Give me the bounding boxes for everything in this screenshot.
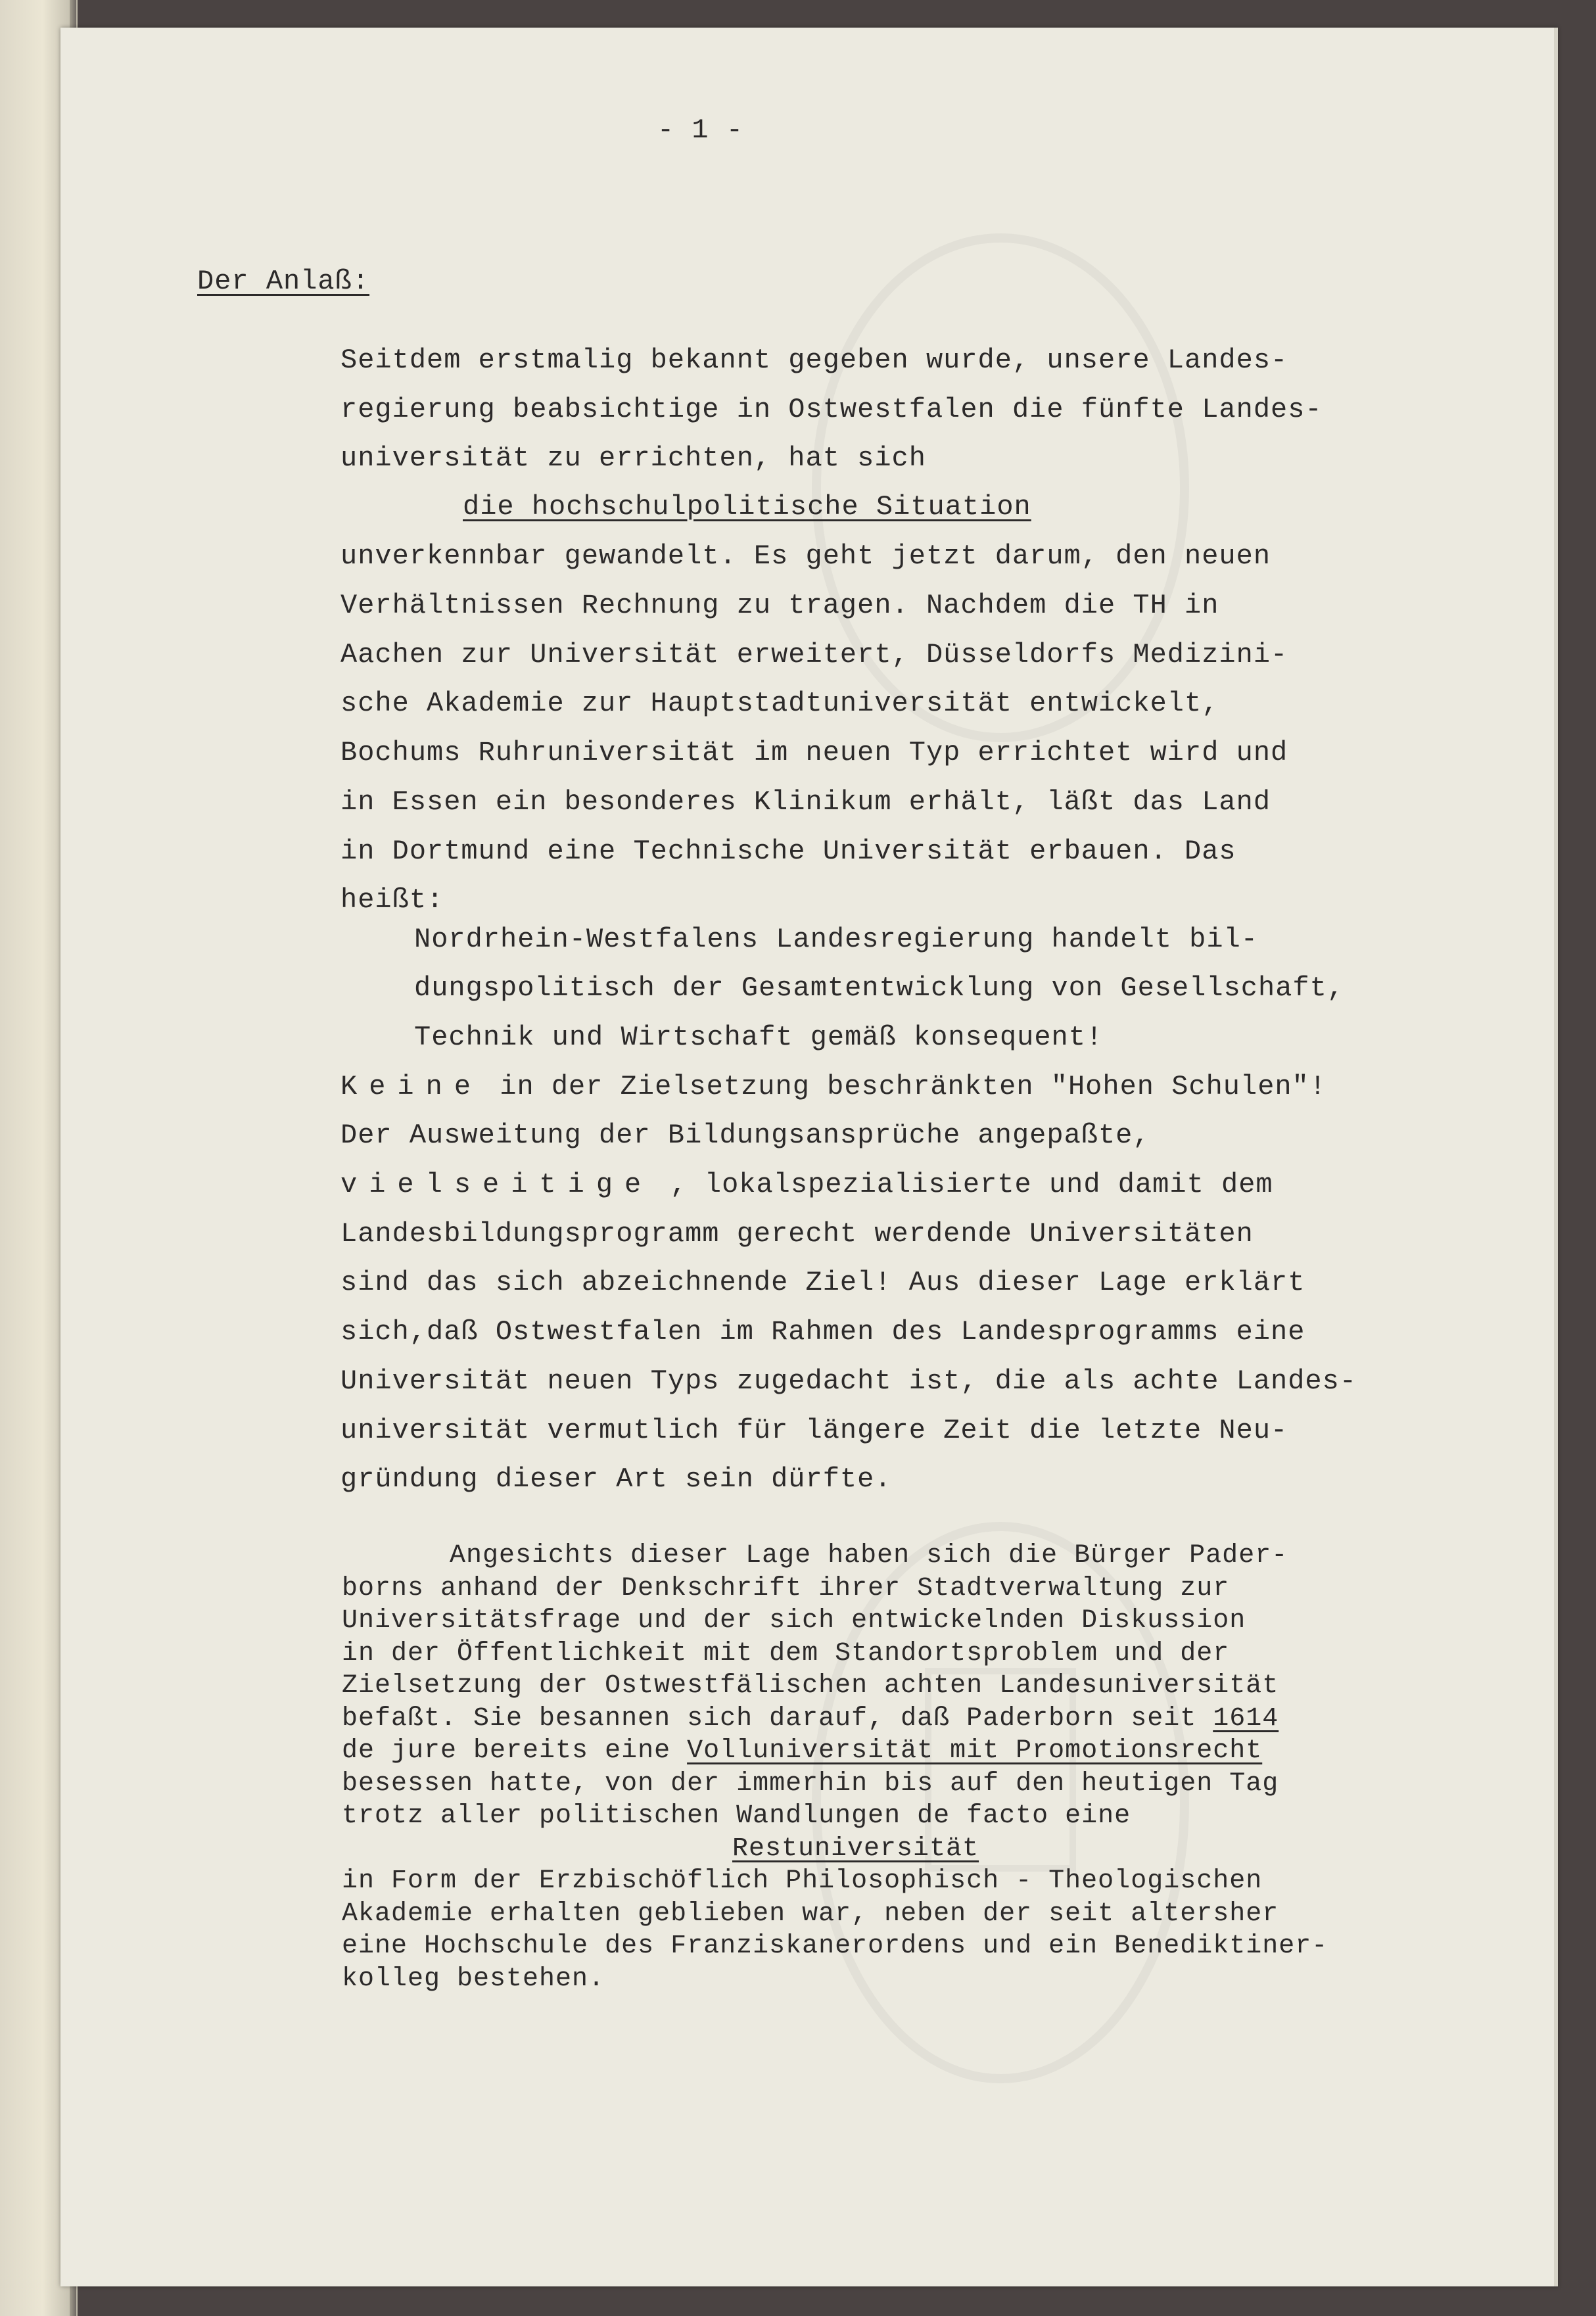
paragraph-line: Zielsetzung der Ostwestfälischen achten Landesuniversität — [342, 1671, 1279, 1701]
page-right-edge — [1554, 28, 1558, 2286]
paragraph-line: Der Ausweitung der Bildungsansprüche angepaßte, — [340, 1120, 1150, 1151]
paragraph-line: regierung beabsichtige in Ostwestfalen die fünfte Landes- — [340, 394, 1323, 425]
paragraph-line: borns anhand der Denkschrift ihrer Stadtverwaltung zur — [342, 1574, 1230, 1603]
paragraph-line: Universität neuen Typs zugedacht ist, die als achte Landes- — [340, 1365, 1357, 1397]
paragraph-line: Verhältnissen Rechnung zu tragen. Nachdem die TH in — [340, 590, 1219, 621]
underlined-year: 1614 — [1213, 1704, 1279, 1734]
paragraph-line: besessen hatte, von der immerhin bis auf den heutigen Tag — [342, 1769, 1279, 1799]
spaced-emphasis: vielseitige — [340, 1169, 653, 1200]
underlined-phrase: Volluniversität mit Promotionsrecht — [687, 1736, 1263, 1766]
paragraph-line: Keine in der Zielsetzung beschränkten "Hohen Schulen"! — [340, 1071, 1327, 1102]
underlined-phrase: die hochschulpolitische Situation — [463, 491, 1031, 523]
underlined-phrase: Restuniversität — [732, 1834, 979, 1864]
paragraph-line: in Form der Erzbischöflich Philosophisch - Theologischen — [342, 1866, 1263, 1896]
page-number: - 1 - — [657, 114, 744, 146]
section-heading: Der Anlaß: — [197, 266, 370, 297]
paragraph-line: gründung dieser Art sein dürfte. — [340, 1463, 892, 1495]
paragraph-line: Bochums Ruhruniversität im neuen Typ errichtet wird und — [340, 737, 1288, 768]
paragraph-line: eine Hochschule des Franziskanerordens und ein Benediktiner- — [342, 1931, 1328, 1961]
paragraph-line: Seitdem erstmalig bekannt gegeben wurde, unsere Landes- — [340, 344, 1288, 376]
paragraph-line: in Essen ein besonderes Klinikum erhält, läßt das Land — [340, 786, 1271, 818]
paragraph-line: in Dortmund eine Technische Universität erbauen. Das — [340, 836, 1236, 867]
document-page — [60, 28, 1558, 2286]
paragraph-line: universität vermutlich für längere Zeit die letzte Neu- — [340, 1415, 1288, 1446]
paragraph-line: heißt: — [340, 884, 444, 916]
paragraph-line: sich,daß Ostwestfalen im Rahmen des Landesprogramms eine — [340, 1316, 1305, 1348]
paragraph-line: trotz aller politischen Wandlungen de facto eine — [342, 1801, 1131, 1831]
paragraph-line: vielseitige , lokalspezialisierte und damit dem — [340, 1169, 1273, 1200]
paragraph-line: universität zu errichten, hat sich — [340, 442, 926, 474]
quote-line: Technik und Wirtschaft gemäß konsequent! — [414, 1022, 1104, 1053]
paragraph-line: Akademie erhalten geblieben war, neben der seit altersher — [342, 1899, 1279, 1929]
paragraph-line: in der Öffentlichkeit mit dem Standortsproblem und der — [342, 1639, 1230, 1668]
paragraph-line: Landesbildungsprogramm gerecht werdende Universitäten — [340, 1218, 1254, 1250]
paragraph-line: befaßt. Sie besannen sich darauf, daß Paderborn seit 1614 — [342, 1704, 1279, 1734]
quote-line: dungspolitisch der Gesamtentwicklung von Gesellschaft, — [414, 972, 1345, 1004]
paragraph-line: unverkennbar gewandelt. Es geht jetzt darum, den neuen — [340, 540, 1271, 572]
spaced-emphasis: Keine — [340, 1071, 483, 1102]
paragraph-line: sind das sich abzeichnende Ziel! Aus dieser Lage erklärt — [340, 1267, 1305, 1298]
paragraph-line: Universitätsfrage und der sich entwickelnden Diskussion — [342, 1606, 1246, 1636]
paragraph-line: Angesichts dieser Lage haben sich die Bürger Pader- — [450, 1541, 1288, 1571]
paragraph-line: de jure bereits eine Volluniversität mit Promotionsrecht — [342, 1736, 1263, 1766]
paragraph-line: Aachen zur Universität erweitert, Düsseldorfs Medizini- — [340, 639, 1288, 671]
paragraph-line: kolleg bestehen. — [342, 1964, 605, 1994]
quote-line: Nordrhein-Westfalens Landesregierung handelt bil- — [414, 924, 1259, 955]
paragraph-line: sche Akademie zur Hauptstadtuniversität entwickelt, — [340, 688, 1219, 719]
